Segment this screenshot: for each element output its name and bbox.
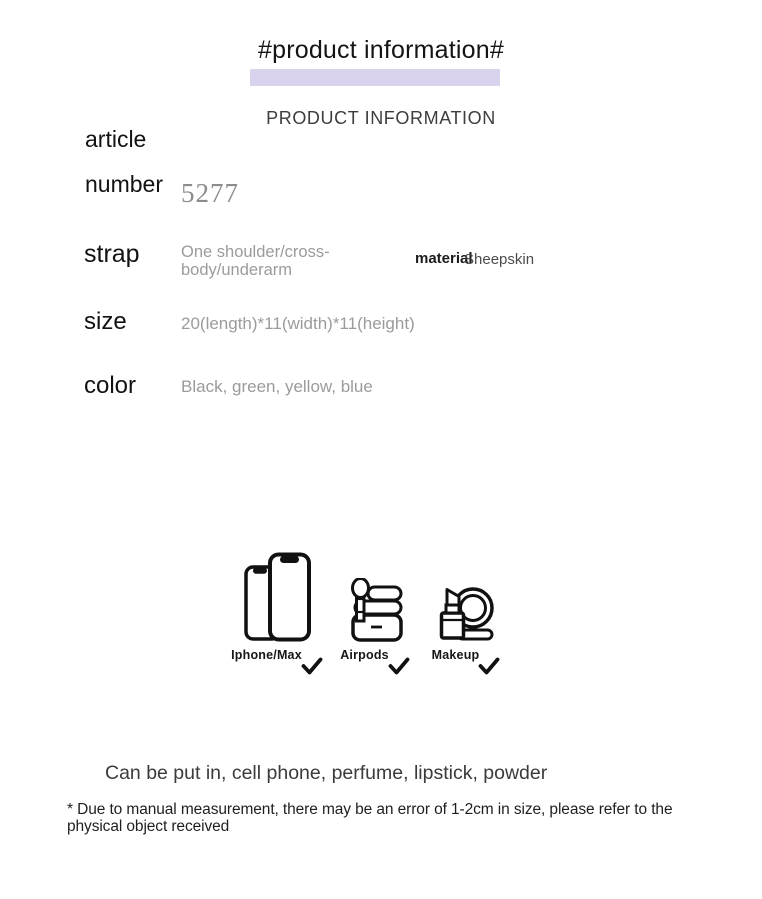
spec-label-size: size	[84, 308, 127, 335]
spec-label-color: color	[84, 372, 137, 399]
airpods-icon	[325, 552, 425, 642]
section-title: PRODUCT INFORMATION	[266, 108, 496, 128]
hashtag-title: #product information#	[257, 36, 504, 64]
makeup-icon	[416, 552, 516, 642]
spec-label-article: article	[85, 126, 147, 152]
spec-value-strap: One shoulder/cross-body/underarm	[181, 243, 330, 279]
checkmark-icon	[388, 657, 410, 675]
capacity-item-label: Airpods	[340, 648, 389, 662]
capacity-item-label: Iphone/Max	[231, 648, 302, 662]
checkmark-icon	[478, 657, 500, 675]
spec-value-material: Sheepskin	[464, 251, 535, 268]
spec-label-material: material	[415, 250, 473, 267]
checkmark-icon	[301, 657, 323, 675]
phone-icon	[227, 552, 327, 642]
capacity-note: Can be put in, cell phone, perfume, lipstick, powder	[105, 762, 548, 784]
title-accent-bar	[250, 69, 500, 86]
spec-value-size: 20(length)*11(width)*11(height)	[181, 314, 415, 333]
spec-label-number: number	[85, 171, 163, 197]
capacity-item-label: Makeup	[431, 648, 480, 662]
capacity-item-makeup	[416, 552, 516, 675]
capacity-item-phone	[227, 552, 327, 675]
spec-value-color: Black, green, yellow, blue	[181, 377, 373, 396]
spec-label-strap: strap	[84, 240, 140, 268]
spec-value-article-number: 5277	[181, 178, 239, 208]
measurement-disclaimer: * Due to manual measurement, there may be an error of 1-2cm in size, please refer to the physical object received	[67, 801, 673, 835]
capacity-item-airpods	[325, 552, 425, 675]
